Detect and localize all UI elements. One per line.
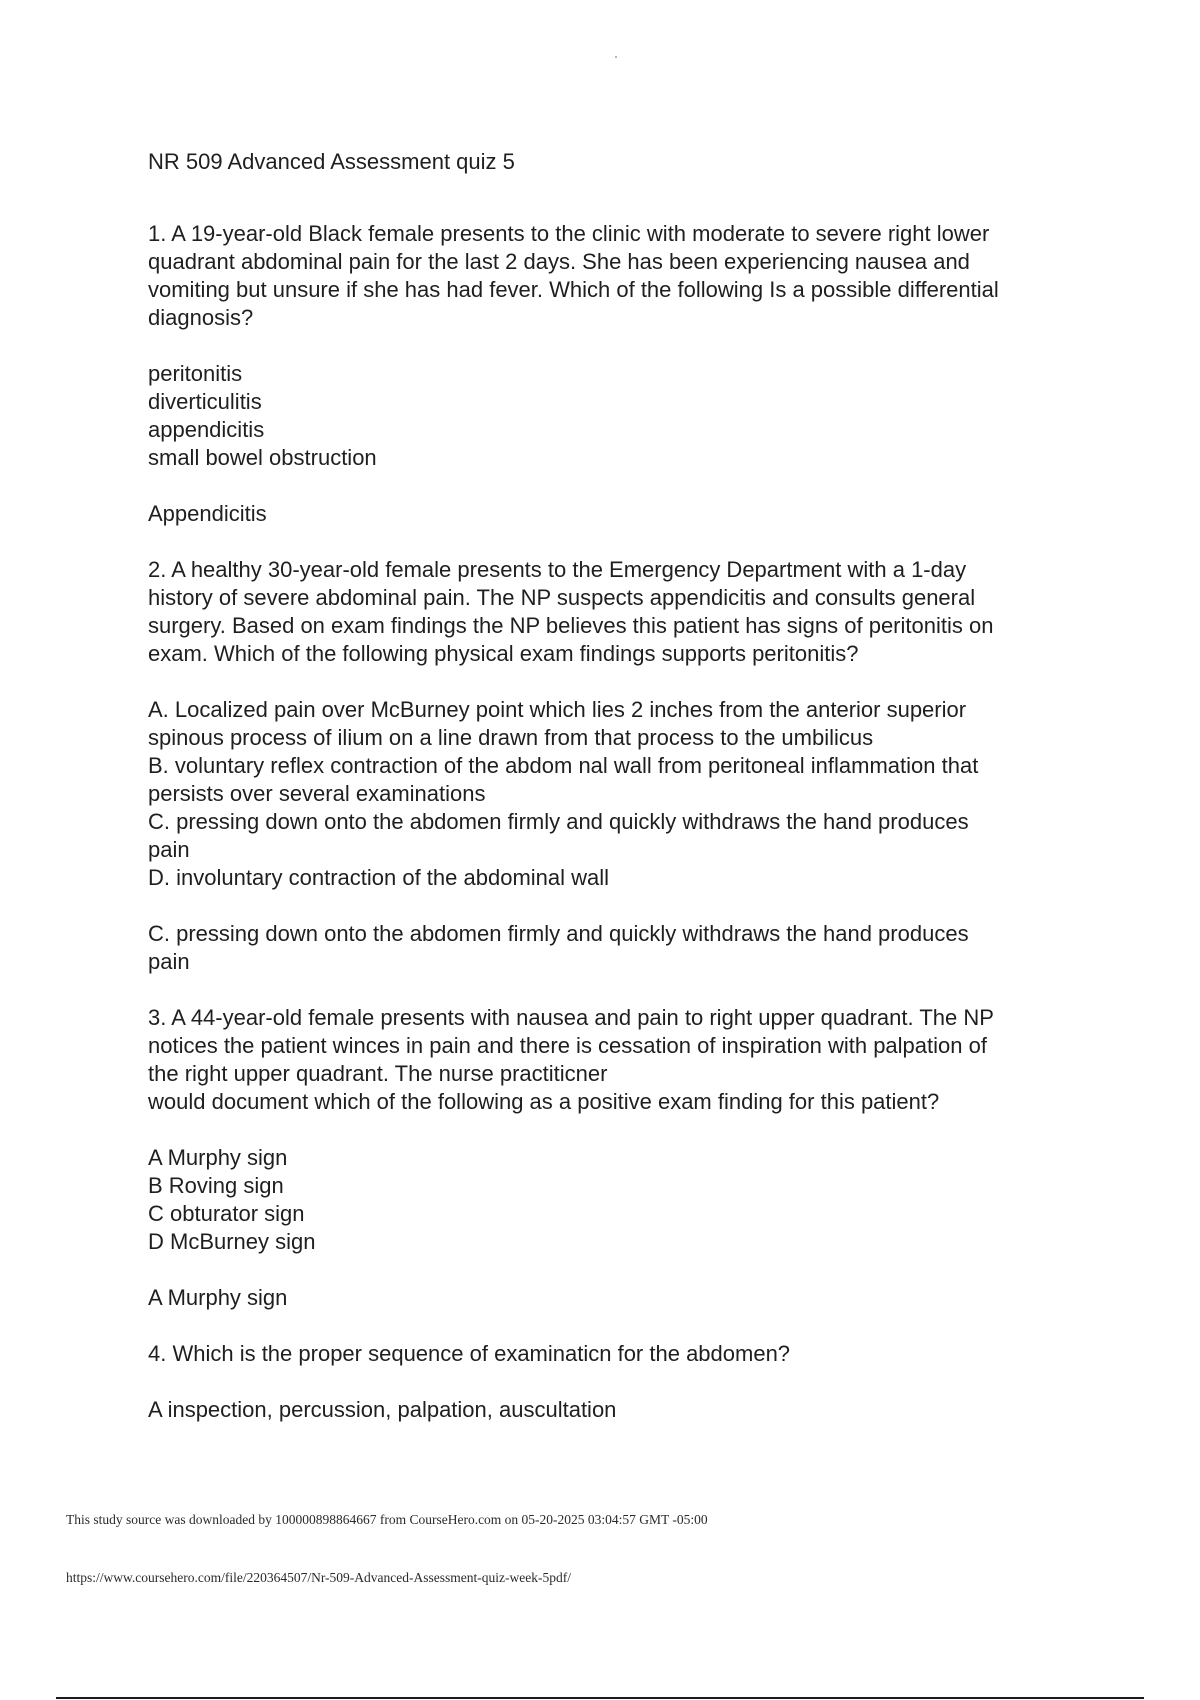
bottom-divider [56, 1697, 1144, 1699]
document-body [148, 148, 1088, 1452]
stem-line: 1. A 19-year-old Black female presents to the clinic with moderate to severe right lower [148, 221, 990, 246]
question-stem [148, 1004, 1088, 1116]
correct-answer [148, 920, 1088, 976]
stem-line: vomiting but unsure if she has had fever. Which of the following Is a possible differential [148, 277, 999, 302]
question-block [148, 1004, 1088, 1312]
correct-answer [148, 1284, 1088, 1312]
document-title: NR 509 Advanced Assessment quiz 5 [148, 149, 515, 174]
option-line: diverticulitis [148, 389, 262, 414]
source-url[interactable]: https://www.coursehero.com/file/220364507/Nr-509-Advanced-Assessment-quiz-week-5pdf/ [66, 1570, 571, 1585]
stem-line: 2. A healthy 30-year-old female presents to the Emergency Department with a 1-day [148, 557, 967, 582]
stem-line: exam. Which of the following physical exam findings supports peritonitis? [148, 641, 859, 666]
option-line: spinous process of ilium on a line drawn from that process to the umbilicus [148, 725, 874, 750]
correct-answer [148, 1396, 1088, 1424]
question-stem [148, 556, 1088, 668]
answer-line: A Murphy sign [148, 1285, 288, 1310]
question-stem [148, 1340, 1088, 1368]
correct-answer [148, 500, 1088, 528]
answer-line: C. pressing down onto the abdomen firmly and quickly withdraws the hand produces [148, 921, 969, 946]
stem-line: 3. A 44-year-old female presents with nausea and pain to right upper quadrant. The NP [148, 1005, 994, 1030]
option-line: C obturator sign [148, 1201, 305, 1226]
stem-line: 4. Which is the proper sequence of examinaticn for the abdomen? [148, 1341, 791, 1366]
answer-line: A inspection, percussion, palpation, auscultation [148, 1397, 617, 1422]
question-block [148, 556, 1088, 976]
option-line: small bowel obstruction [148, 445, 377, 470]
option-line: peritonitis [148, 361, 243, 386]
option-line: D McBurney sign [148, 1229, 316, 1254]
stem-line: diagnosis? [148, 305, 254, 330]
option-line: A Murphy sign [148, 1145, 288, 1170]
stem-line: the right upper quadrant. The nurse practiticner [148, 1061, 608, 1086]
question-block [148, 220, 1088, 528]
scan-speck [615, 56, 617, 58]
option-line: pain [148, 837, 190, 862]
answer-options [148, 1144, 1088, 1256]
stem-line: history of severe abdominal pain. The NP suspects appendicitis and consults general [148, 585, 976, 610]
stem-line: notices the patient winces in pain and there is cessation of inspiration with palpation of [148, 1033, 987, 1058]
question-stem [148, 220, 1088, 332]
option-line: B. voluntary reflex contraction of the abdom nal wall from peritoneal inflammation that [148, 753, 979, 778]
option-line: C. pressing down onto the abdomen firmly and quickly withdraws the hand produces [148, 809, 969, 834]
answer-options [148, 360, 1088, 472]
answer-options [148, 696, 1088, 892]
stem-line: quadrant abdominal pain for the last 2 days. She has been experiencing nausea and [148, 249, 970, 274]
option-line: A. Localized pain over McBurney point which lies 2 inches from the anterior superior [148, 697, 967, 722]
answer-line: pain [148, 949, 190, 974]
answer-line: Appendicitis [148, 501, 267, 526]
question-block [148, 1340, 1088, 1424]
download-source-note: This study source was downloaded by 100000898864667 from CourseHero.com on 05-20-2025 03:04:57 GMT -05:00 [66, 1512, 708, 1527]
option-line: D. involuntary contraction of the abdominal wall [148, 865, 610, 890]
stem-line: surgery. Based on exam findings the NP believes this patient has signs of peritonitis on [148, 613, 994, 638]
stem-line: would document which of the following as a positive exam finding for this patient? [148, 1089, 940, 1114]
option-line: B Roving sign [148, 1173, 284, 1198]
option-line: persists over several examinations [148, 781, 486, 806]
option-line: appendicitis [148, 417, 265, 442]
